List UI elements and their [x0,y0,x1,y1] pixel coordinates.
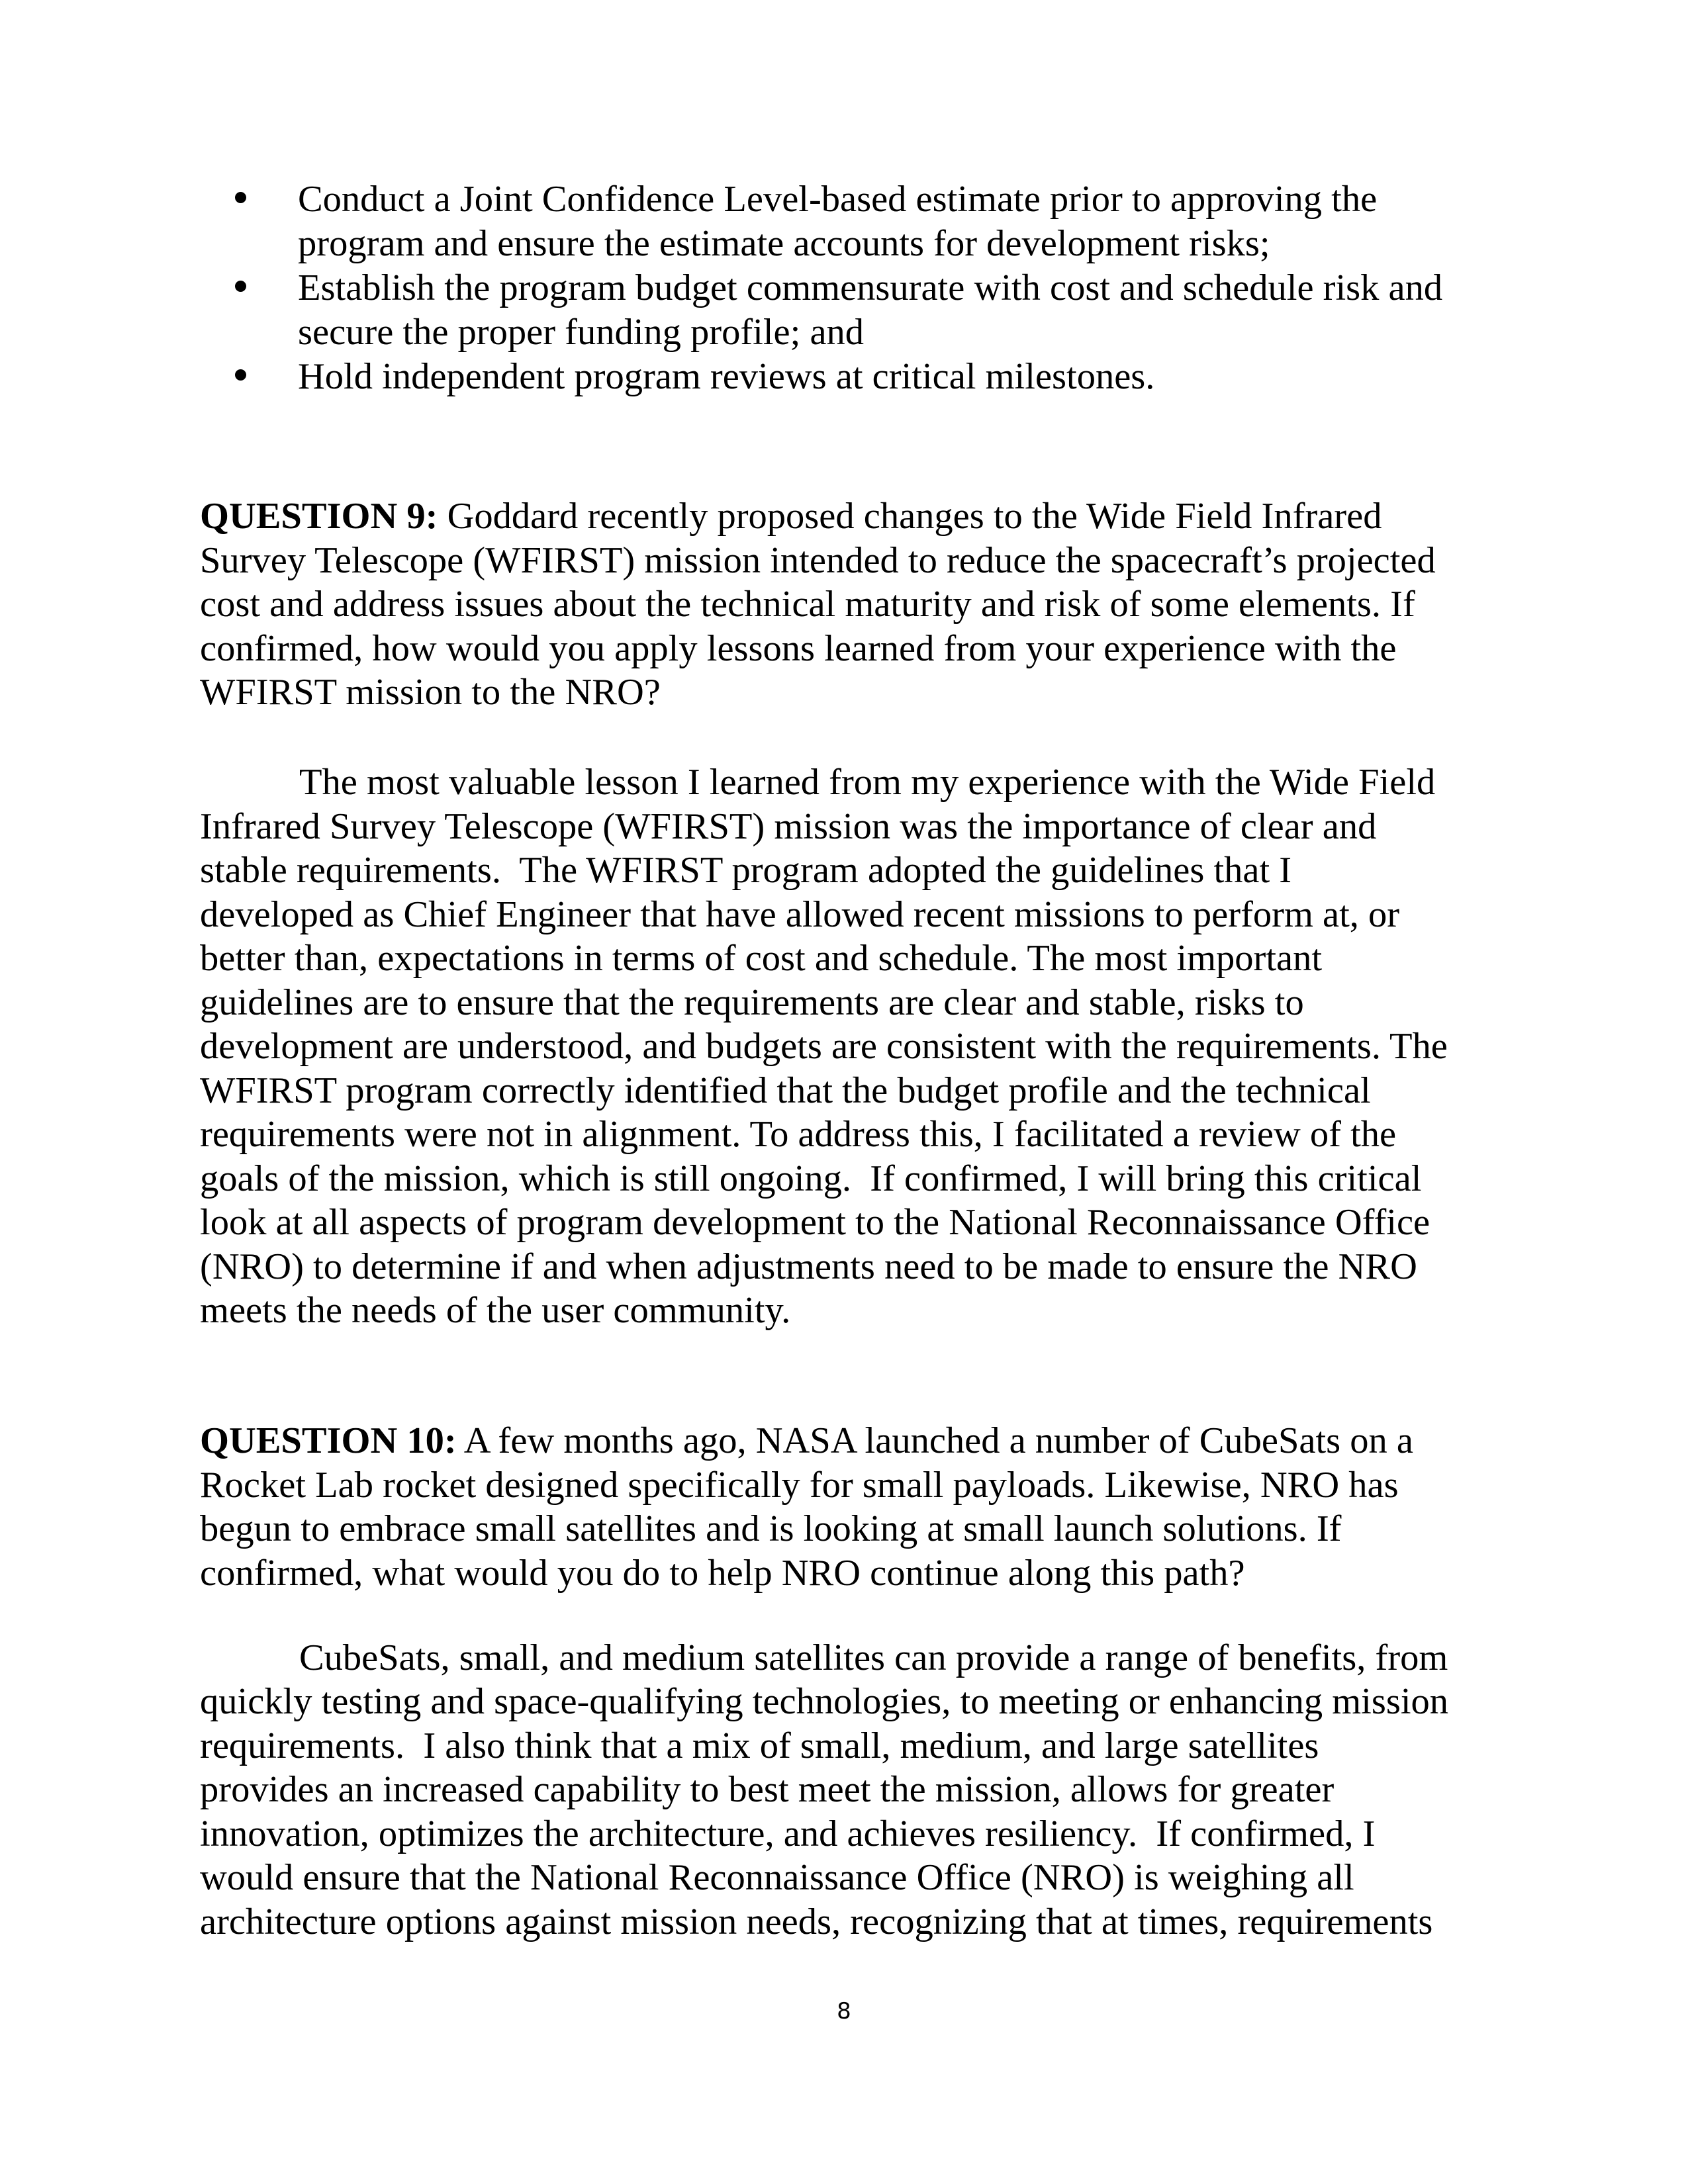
answer-9-line: Infrared Survey Telescope (WFIRST) mission was the importance of clear and [200,806,1377,847]
question-9-line: cost and address issues about the technical maturity and risk of some elements. If [200,584,1415,625]
answer-10-line: requirements. I also think that a mix of small, medium, and large satellites [200,1725,1319,1766]
question-10-line: begun to embrace small satellites and is looking at small launch solutions. If [200,1508,1342,1549]
question-10-line: Rocket Lab rocket designed specifically for small payloads. Likewise, NRO has [200,1465,1399,1506]
bullet-item-line: Hold independent program reviews at critical milestones. [298,356,1155,397]
question-9-text: Goddard recently proposed changes to the Wide Field Infrared [438,496,1382,537]
page-number: 8 [837,1998,851,2025]
bullet-icon [235,369,246,381]
question-9-line: WFIRST mission to the NRO? [200,672,661,713]
question-9-line: confirmed, how would you apply lessons learned from your experience with the [200,628,1397,669]
bullet-icon [235,281,246,292]
question-10-line: confirmed, what would you do to help NRO continue along this path? [200,1553,1245,1594]
answer-9-line: meets the needs of the user community. [200,1290,791,1331]
answer-10-line: architecture options against mission needs, recognizing that at times, requirements [200,1901,1433,1942]
answer-9-line: better than, expectations in terms of cost and schedule. The most important [200,938,1323,979]
answer-9-line: WFIRST program correctly identified that the budget profile and the technical [200,1070,1371,1111]
answer-9-line: developed as Chief Engineer that have allowed recent missions to perform at, or [200,894,1400,935]
answer-10-line: quickly testing and space-qualifying technologies, to meeting or enhancing mission [200,1681,1449,1722]
question-9-line: Survey Telescope (WFIRST) mission intended to reduce the spacecraft’s projected [200,540,1436,581]
answer-9-line: (NRO) to determine if and when adjustments need to be made to ensure the NRO [200,1246,1417,1287]
answer-9-line: guidelines are to ensure that the requirements are clear and stable, risks to [200,982,1304,1023]
bullet-item-line: secure the proper funding profile; and [298,312,865,353]
answer-10-line: CubeSats, small, and medium satellites can provide a range of benefits, from [299,1637,1448,1678]
answer-9-line: requirements were not in alignment. To address this, I facilitated a review of the [200,1114,1397,1155]
answer-10-line: would ensure that the National Reconnaissance Office (NRO) is weighing all [200,1857,1354,1898]
answer-10-line: provides an increased capability to best meet the mission, allows for greater [200,1769,1335,1810]
answer-9-line: development are understood, and budgets are consistent with the requirements. The [200,1026,1448,1067]
question-9-first-line [200,498,1382,535]
bullet-item-line: program and ensure the estimate accounts for development risks; [298,223,1270,264]
question-10-first-line [200,1422,1413,1460]
bullet-item-line: Conduct a Joint Confidence Level-based estimate prior to approving the [298,179,1378,220]
bullet-icon [235,192,246,203]
bullet-item-line: Establish the program budget commensurate with cost and schedule risk and [298,267,1443,308]
answer-9-line: look at all aspects of program development to the National Reconnaissance Office [200,1202,1430,1243]
answer-9-line: The most valuable lesson I learned from my experience with the Wide Field [299,762,1436,803]
answer-10-line: innovation, optimizes the architecture, and achieves resiliency. If confirmed, I [200,1813,1376,1854]
question-10-text: A few months ago, NASA launched a number of CubeSats on a [456,1420,1413,1461]
question-9-label: QUESTION 9: [200,496,438,537]
question-10-label: QUESTION 10: [200,1420,457,1461]
answer-9-line: stable requirements. The WFIRST program adopted the guidelines that I [200,850,1292,891]
answer-9-line: goals of the mission, which is still ongoing. If confirmed, I will bring this critical [200,1158,1422,1199]
